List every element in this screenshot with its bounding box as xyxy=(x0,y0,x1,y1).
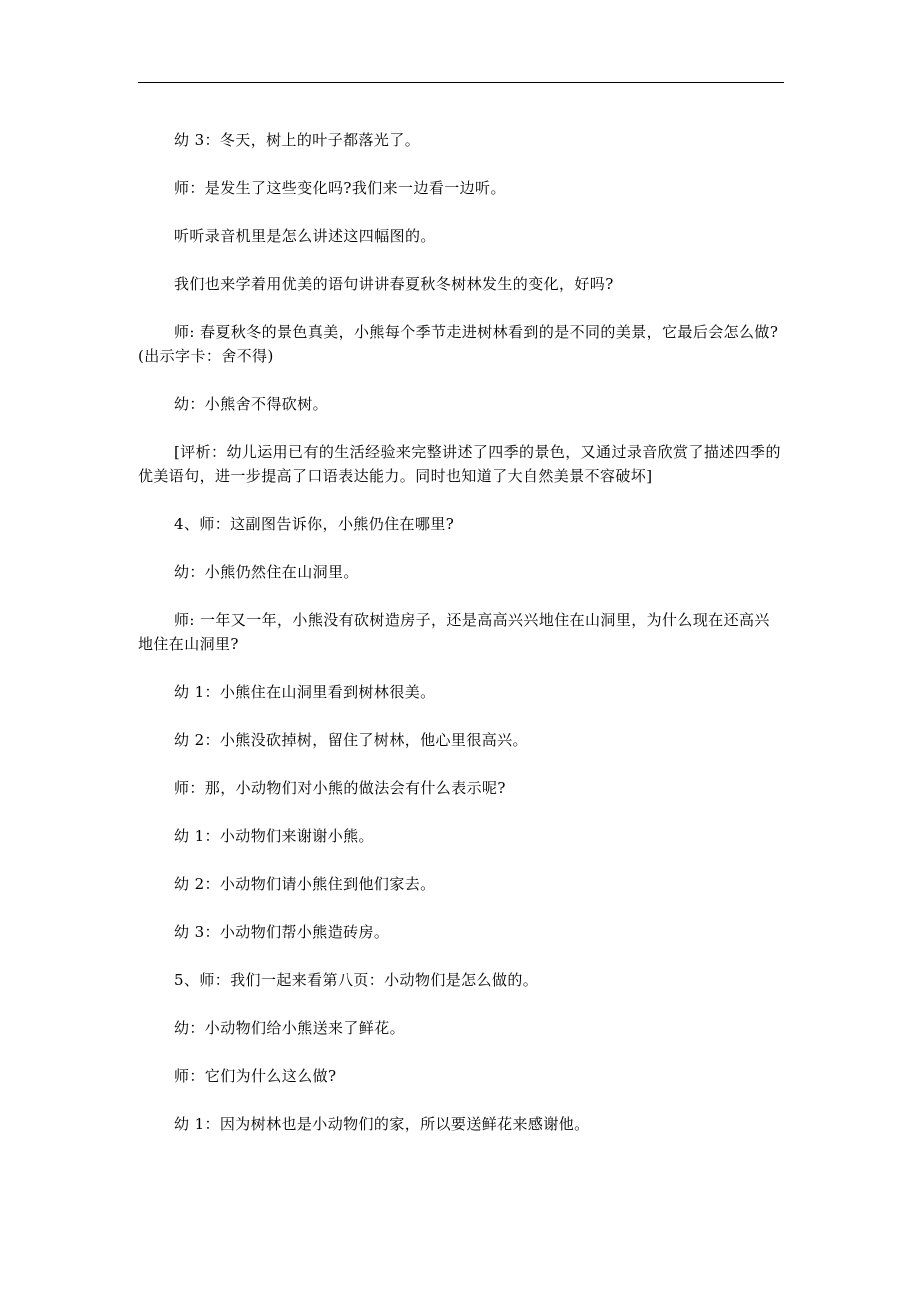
paragraph: 师: 春夏秋冬的景色真美，小熊每个季节走进树林看到的是不同的美景，它最后会怎么做?(出示字卡：舍不得) xyxy=(138,323,779,365)
paragraph: 师: 一年又一年，小熊没有砍树造房子，还是高高兴兴地住在山洞里，为什么现在还高兴地住在山洞里? xyxy=(138,611,770,653)
paragraph: 我们也来学着用优美的语句讲讲春夏秋冬树林发生的变化，好吗? xyxy=(174,275,614,293)
paragraph: 师：那，小动物们对小熊的做法会有什么表示呢? xyxy=(174,779,506,797)
paragraph: 幼：小动物们给小熊送来了鲜花。 xyxy=(174,1019,406,1037)
paragraph: 幼 1：小熊住在山洞里看到树林很美。 xyxy=(174,683,436,701)
paragraph: 听听录音机里是怎么讲述这四幅图的。 xyxy=(174,227,436,245)
paragraph: 幼 2：小熊没砍掉树，留住了树林，他心里很高兴。 xyxy=(174,731,528,749)
paragraph: 师：它们为什么这么做? xyxy=(174,1067,337,1085)
paragraph: 4、师：这副图告诉你，小熊仍住在哪里? xyxy=(174,515,455,533)
paragraph: 幼：小熊舍不得砍树。 xyxy=(174,395,329,413)
paragraph: 幼 1：因为树林也是小动物们的家，所以要送鲜花来感谢他。 xyxy=(174,1115,590,1133)
paragraph: [评析：幼儿运用已有的生活经验来完整讲述了四季的景色，又通过录音欣赏了描述四季的优美语句，进一步提高了口语表达能力。同时也知道了大自然美景不容破坏] xyxy=(138,443,781,485)
paragraph: 幼 2：小动物们请小熊住到他们家去。 xyxy=(174,875,436,893)
paragraph: 幼 3：小动物们帮小熊造砖房。 xyxy=(174,923,390,941)
paragraph: 幼：小熊仍然住在山洞里。 xyxy=(174,563,359,581)
paragraph: 5、师：我们一起来看第八页：小动物们是怎么做的。 xyxy=(174,971,539,989)
paragraph: 幼 3：冬天，树上的叶子都落光了。 xyxy=(174,131,421,149)
paragraph: 幼 1：小动物们来谢谢小熊。 xyxy=(174,827,374,845)
paragraph: 师：是发生了这些变化吗?我们来一边看一边听。 xyxy=(174,179,506,197)
header-rule xyxy=(138,82,784,83)
document-body xyxy=(138,128,784,1160)
